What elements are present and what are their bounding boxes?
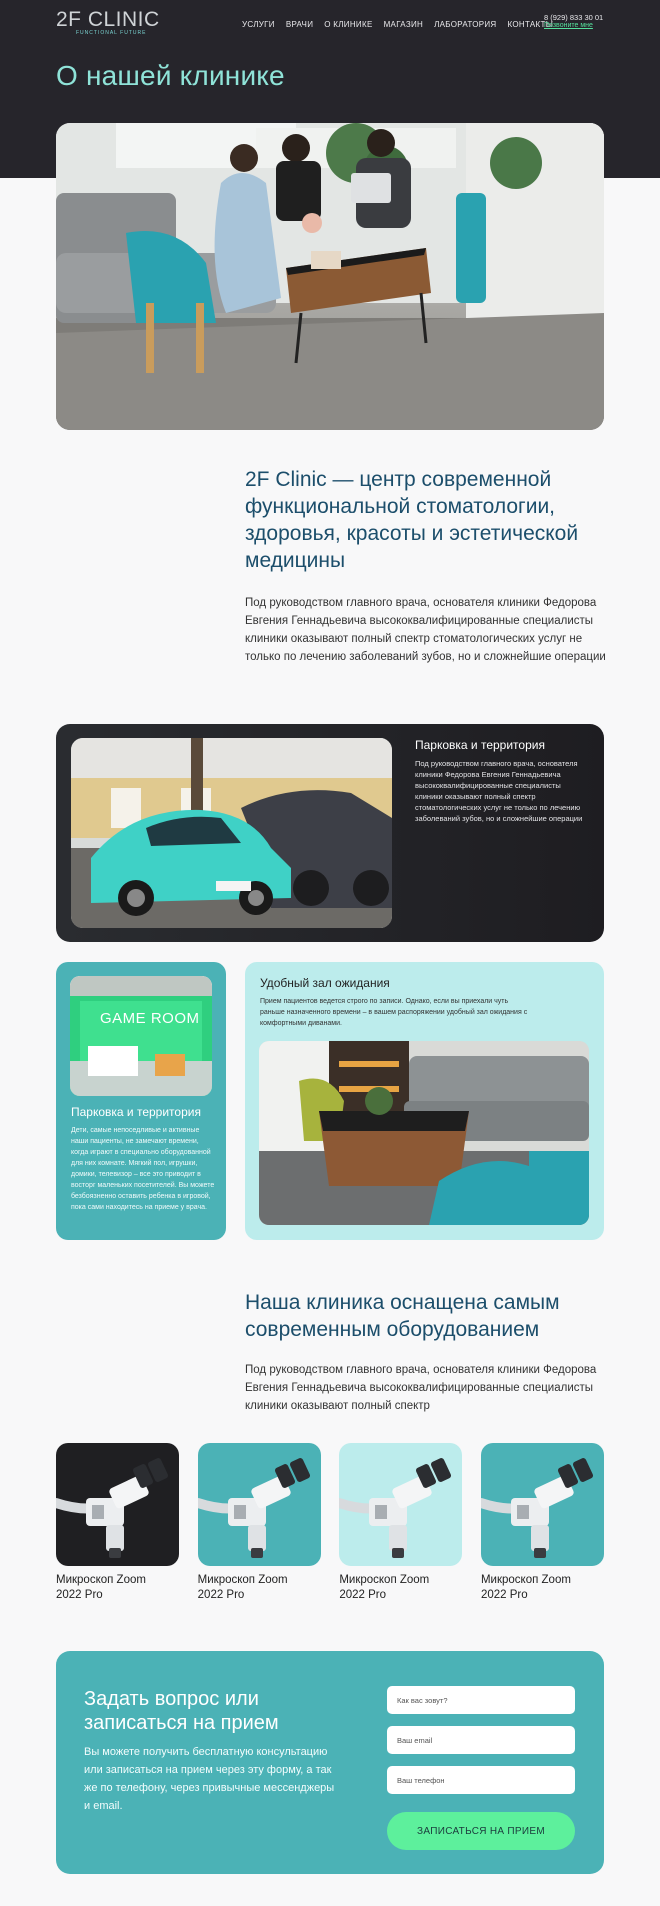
waiting-room-card — [245, 962, 604, 1240]
email-field[interactable] — [387, 1726, 575, 1754]
equipment-section — [245, 1289, 610, 1415]
clinic-lounge-photo — [56, 123, 604, 430]
nav-contacts[interactable]: КОНТАКТЫ — [507, 20, 554, 29]
product-card[interactable] — [339, 1443, 462, 1603]
appointment-form-card — [56, 1651, 604, 1874]
product-name[interactable]: Микроскоп Zoom 2022 Pro — [480, 1574, 571, 1601]
gameroom-text: Дети, самые непоседливые и активные наши пациенты, не замечают времени, когда играют в специально оборудованной для них комнате. Мягкий пол, игрушки, домики, телевизор – все это приводит в восторг маленьких посетителей. Вы можете безбоязненно оставить ребенка в игровой, пока сами находитесь на приеме у врача. — [71, 1127, 215, 1211]
intro-section — [245, 466, 610, 666]
microscope-image[interactable] — [56, 1443, 179, 1566]
logo[interactable] — [56, 9, 160, 36]
page-title: О нашей клинике — [56, 60, 285, 91]
waiting-room-title: Удобный зал ожидания — [260, 976, 390, 990]
microscope-image[interactable] — [198, 1443, 321, 1566]
product-name[interactable]: Микроскоп Zoom 2022 Pro — [197, 1574, 288, 1601]
product-card[interactable] — [56, 1443, 179, 1603]
parking-text-block — [415, 738, 585, 824]
name-field[interactable] — [387, 1686, 575, 1714]
parking-title: Парковка и территория — [415, 738, 545, 752]
waiting-room-text: Прием пациентов ведется строго по записи. Однако, если вы приехали чуть раньше назначенного времени – в вашем распоряжении удобный зал ожидания с комфортными диванами. — [260, 998, 528, 1027]
nav-laboratory[interactable]: ЛАБОРАТОРИЯ — [434, 20, 497, 29]
product-card[interactable] — [198, 1443, 321, 1603]
product-name[interactable]: Микроскоп Zoom 2022 Pro — [56, 1574, 146, 1601]
gameroom-title: Парковка и территория — [71, 1105, 201, 1119]
phone-field[interactable] — [387, 1766, 575, 1794]
equipment-text: Под руководством главного врача, основателя клиники Федорова Евгения Геннадьевича высококвалифицированные специалисты клиники оказывают полный спектр — [245, 1364, 597, 1412]
microscope-image[interactable] — [481, 1443, 604, 1566]
phone-number[interactable]: 8 (929) 833 30 01 — [544, 13, 604, 22]
parking-text: Под руководством главного врача, основателя клиники Федорова Евгения Геннадьевича высококвалифицированные специалисты клиники оказывают полный спектр стоматологических услуг не только по лечению заболеваний зубов, но и сложнейшие операции — [415, 759, 583, 823]
nav-services[interactable]: УСЛУГИ — [242, 20, 275, 29]
parking-card — [56, 724, 604, 942]
form-description: Вы можете получить бесплатную консультацию или записаться на прием через эту форму, а так же по телефону, через привычные мессенджеры и email. — [84, 1746, 335, 1812]
parking-photo — [71, 738, 392, 928]
submit-appointment-button[interactable]: ЗАПИСАТЬСЯ НА ПРИЕМ — [387, 1812, 575, 1850]
gameroom-photo — [70, 976, 212, 1096]
equipment-heading: Наша клиника оснащена самым современным оборудованием — [245, 1291, 560, 1341]
form-heading: Задать вопрос или записаться на прием — [84, 1688, 279, 1734]
intro-heading: 2F Clinic — центр современной функциональной стоматологии, здоровья, красоты и эстетической медицины — [245, 468, 579, 572]
logo-text: 2F CLINIC — [56, 8, 160, 31]
nav-about[interactable]: О КЛИНИКЕ — [324, 20, 373, 29]
product-card[interactable] — [481, 1443, 604, 1603]
main-nav — [242, 20, 564, 29]
gameroom-card — [56, 962, 226, 1240]
nav-shop[interactable]: МАГАЗИН — [383, 20, 424, 29]
nav-doctors[interactable]: ВРАЧИ — [285, 20, 314, 29]
gameroom-sign: GAME ROOM — [100, 1010, 200, 1027]
microscope-image[interactable] — [339, 1443, 462, 1566]
intro-text: Под руководством главного врача, основателя клиники Федорова Евгения Геннадьевича высококвалифицированные специалисты клиники оказывают полный спектр стоматологических услуг не только по лечению заболеваний зубов, но и сложнейшие операции — [245, 597, 606, 663]
product-name[interactable]: Микроскоп Zoom 2022 Pro — [339, 1574, 430, 1601]
callback-link[interactable]: Позвоните мне — [544, 22, 593, 29]
waiting-room-photo — [259, 1041, 589, 1225]
logo-tagline: FUNCTIONAL FUTURE — [76, 30, 147, 36]
product-list — [56, 1443, 604, 1603]
